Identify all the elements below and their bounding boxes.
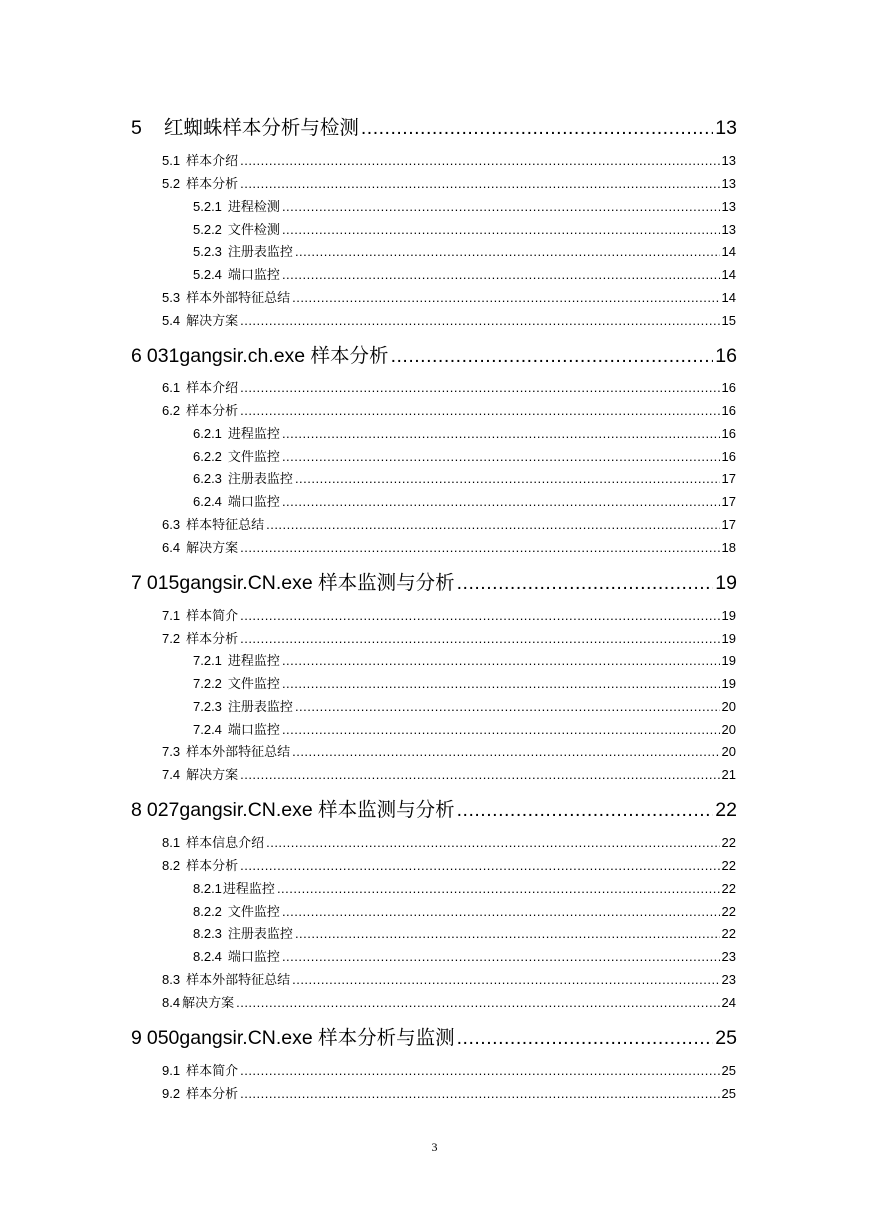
toc-section-entry[interactable]	[162, 833, 736, 853]
toc-page-number: 24	[721, 995, 736, 1010]
dot-leader	[282, 651, 720, 671]
toc-number: 8.2.1	[193, 881, 222, 896]
toc-page-number: 20	[721, 699, 736, 714]
toc-number: 7.2.1	[193, 653, 222, 668]
dot-leader	[282, 220, 720, 240]
toc-page-number: 19	[715, 572, 737, 594]
dot-leader	[240, 1084, 719, 1104]
toc-subsection-entry[interactable]	[193, 924, 736, 944]
toc-number: 5.1	[162, 153, 181, 168]
toc-title: 解决方案	[186, 767, 239, 782]
toc-page-number: 13	[721, 222, 736, 237]
dot-leader	[292, 288, 719, 308]
toc-page-number: 22	[721, 926, 736, 941]
toc-number: 6.2.2	[193, 449, 222, 464]
toc-page-number: 17	[721, 494, 736, 509]
dot-leader	[282, 492, 720, 512]
dot-leader	[282, 265, 720, 285]
toc-number: 8.2.4	[193, 949, 222, 964]
dot-leader	[240, 765, 719, 785]
toc-number: 5	[131, 117, 142, 139]
toc-title: 注册表监控	[227, 471, 293, 486]
toc-title: 样本简介	[186, 1063, 239, 1078]
toc-number: 6.4	[162, 540, 181, 555]
toc-title: 注册表监控	[227, 244, 293, 259]
toc-section-entry[interactable]	[162, 856, 736, 876]
toc-page-number: 17	[721, 471, 736, 486]
toc-number: 7.4	[162, 767, 181, 782]
toc-section-entry[interactable]	[162, 151, 736, 171]
toc-title: 红蜘蛛样本分析与检测	[163, 117, 359, 139]
toc-number: 6.2.3	[193, 471, 222, 486]
toc-number: 8.2	[162, 858, 181, 873]
toc-subsection-entry[interactable]	[193, 265, 736, 285]
toc-subsection-entry[interactable]	[193, 720, 736, 740]
toc-number: 7.1	[162, 608, 181, 623]
toc-number: 9	[131, 1027, 142, 1049]
toc-page-number: 22	[721, 881, 736, 896]
dot-leader	[240, 151, 719, 171]
toc-number: 6.3	[162, 517, 181, 532]
toc-page-number: 16	[721, 403, 736, 418]
toc-title: 进程监控	[227, 653, 280, 668]
toc-section-entry[interactable]	[162, 288, 736, 308]
dot-leader	[295, 697, 720, 717]
toc-title: 注册表监控	[227, 926, 293, 941]
toc-subsection-entry[interactable]	[193, 197, 736, 217]
toc-number: 7	[131, 572, 142, 594]
toc-title: 进程检测	[227, 199, 280, 214]
toc-section-entry[interactable]	[162, 311, 736, 331]
toc-title: 进程监控	[222, 881, 275, 896]
toc-title: 027gangsir.CN.exe 样本监测与分析	[146, 799, 455, 821]
dot-leader	[240, 606, 719, 626]
toc-page-number: 16	[721, 380, 736, 395]
toc-number: 6.2	[162, 403, 181, 418]
toc-number: 7.2.3	[193, 699, 222, 714]
toc-title: 文件监控	[227, 904, 280, 919]
toc-chapter-entry[interactable]	[131, 569, 737, 597]
dot-leader	[282, 902, 720, 922]
toc-page-number: 14	[721, 244, 736, 259]
dot-leader	[240, 174, 719, 194]
toc-title: 样本介绍	[186, 153, 239, 168]
toc-number: 6.1	[162, 380, 181, 395]
toc-title: 样本分析	[186, 858, 239, 873]
dot-leader	[361, 114, 713, 142]
toc-subsection-entry[interactable]	[193, 879, 736, 899]
toc-title: 进程监控	[227, 426, 280, 441]
toc-subsection-entry[interactable]	[193, 220, 736, 240]
toc-title: 文件检测	[227, 222, 280, 237]
toc-page-number: 13	[721, 153, 736, 168]
toc-page-number: 19	[721, 653, 736, 668]
toc-page-number: 14	[721, 290, 736, 305]
toc-number: 8.2.2	[193, 904, 222, 919]
toc-title: 样本分析	[186, 176, 239, 191]
toc-page-number: 25	[721, 1063, 736, 1078]
toc-subsection-entry[interactable]	[193, 242, 736, 262]
toc-page-number: 25	[715, 1027, 737, 1049]
toc-number: 7.2.2	[193, 676, 222, 691]
dot-leader	[282, 197, 720, 217]
toc-section-entry[interactable]	[162, 1084, 736, 1104]
toc-page-number: 13	[721, 199, 736, 214]
toc-page-number: 21	[721, 767, 736, 782]
toc-page-number: 16	[721, 449, 736, 464]
toc-chapter-entry[interactable]	[131, 342, 737, 370]
toc-number: 8.3	[162, 972, 181, 987]
toc-subsection-entry[interactable]	[193, 697, 736, 717]
toc-title: 端口监控	[227, 494, 280, 509]
dot-leader	[295, 924, 720, 944]
toc-number: 5.2.2	[193, 222, 222, 237]
dot-leader	[277, 879, 720, 899]
toc-title: 端口监控	[227, 949, 280, 964]
toc-title: 解决方案	[182, 995, 235, 1010]
dot-leader	[282, 447, 720, 467]
toc-section-entry[interactable]	[162, 993, 736, 1013]
toc-page-number: 14	[721, 267, 736, 282]
toc-page-number: 17	[721, 517, 736, 532]
dot-leader	[236, 993, 719, 1013]
toc-title: 样本分析	[186, 1086, 239, 1101]
dot-leader	[457, 796, 714, 824]
toc-page-number: 16	[721, 426, 736, 441]
toc-section-entry[interactable]	[162, 629, 736, 649]
toc-title: 解决方案	[186, 540, 239, 555]
dot-leader	[282, 947, 720, 967]
toc-number: 9.2	[162, 1086, 181, 1101]
dot-leader	[282, 424, 720, 444]
toc-title: 样本分析	[186, 631, 239, 646]
toc-chapter-entry[interactable]	[131, 796, 737, 824]
toc-page-number: 25	[721, 1086, 736, 1101]
toc-section-entry[interactable]	[162, 765, 736, 785]
dot-leader	[391, 342, 714, 370]
toc-title: 样本信息介绍	[186, 835, 265, 850]
toc-subsection-entry[interactable]	[193, 447, 736, 467]
toc-page-number: 15	[721, 313, 736, 328]
toc-title: 样本特征总结	[186, 517, 265, 532]
toc-section-entry[interactable]	[162, 538, 736, 558]
toc-page-number: 23	[721, 972, 736, 987]
toc-section-entry[interactable]	[162, 970, 736, 990]
toc-number: 5.2	[162, 176, 181, 191]
toc-number: 5.4	[162, 313, 181, 328]
toc-title: 解决方案	[186, 313, 239, 328]
toc-title: 端口监控	[227, 267, 280, 282]
toc-page-number: 19	[721, 631, 736, 646]
toc-number: 8	[131, 799, 142, 821]
toc-number: 5.2.4	[193, 267, 222, 282]
toc-subsection-entry[interactable]	[193, 674, 736, 694]
toc-subsection-entry[interactable]	[193, 492, 736, 512]
toc-page-number: 23	[721, 949, 736, 964]
dot-leader	[295, 469, 720, 489]
toc-title: 样本外部特征总结	[186, 744, 291, 759]
dot-leader	[295, 242, 720, 262]
toc-title: 样本外部特征总结	[186, 290, 291, 305]
toc-number: 8.2.3	[193, 926, 222, 941]
toc-section-entry[interactable]	[162, 1061, 736, 1081]
toc-page-number: 22	[721, 835, 736, 850]
toc-page-number: 19	[721, 676, 736, 691]
toc-page-number: 20	[721, 722, 736, 737]
toc-chapter-entry[interactable]	[131, 114, 737, 142]
toc-title: 031gangsir.ch.exe 样本分析	[146, 345, 389, 367]
dot-leader	[240, 629, 719, 649]
dot-leader	[240, 311, 719, 331]
toc-title: 样本简介	[186, 608, 239, 623]
dot-leader	[292, 970, 719, 990]
toc-number: 8.1	[162, 835, 181, 850]
toc-section-entry[interactable]	[162, 378, 736, 398]
dot-leader	[240, 538, 719, 558]
toc-title: 文件监控	[227, 449, 280, 464]
toc-page-number: 16	[715, 345, 737, 367]
toc-number: 5.3	[162, 290, 181, 305]
toc-number: 6.2.4	[193, 494, 222, 509]
toc-number: 7.3	[162, 744, 181, 759]
toc-number: 6	[131, 345, 142, 367]
dot-leader	[240, 856, 719, 876]
toc-title: 样本介绍	[186, 380, 239, 395]
toc-page-number: 13	[715, 117, 737, 139]
toc-title: 文件监控	[227, 676, 280, 691]
dot-leader	[266, 515, 719, 535]
page-number: 3	[431, 1140, 438, 1154]
toc-page-number: 18	[721, 540, 736, 555]
toc-subsection-entry[interactable]	[193, 651, 736, 671]
toc-section-entry[interactable]	[162, 174, 736, 194]
toc-page-number: 13	[721, 176, 736, 191]
toc-title: 样本分析	[186, 403, 239, 418]
dot-leader	[457, 1024, 714, 1052]
toc-title: 注册表监控	[227, 699, 293, 714]
toc-number: 5.2.1	[193, 199, 222, 214]
toc-title: 端口监控	[227, 722, 280, 737]
toc-page-number: 22	[721, 858, 736, 873]
toc-section-entry[interactable]	[162, 606, 736, 626]
dot-leader	[457, 569, 714, 597]
toc-section-entry[interactable]	[162, 515, 736, 535]
toc-section-entry[interactable]	[162, 742, 736, 762]
dot-leader	[282, 674, 720, 694]
toc-subsection-entry[interactable]	[193, 902, 736, 922]
dot-leader	[240, 401, 719, 421]
toc-number: 6.2.1	[193, 426, 222, 441]
toc-subsection-entry[interactable]	[193, 469, 736, 489]
toc-chapter-entry[interactable]	[131, 1024, 737, 1052]
toc-number: 5.2.3	[193, 244, 222, 259]
toc-section-entry[interactable]	[162, 401, 736, 421]
dot-leader	[292, 742, 719, 762]
toc-number: 8.4	[162, 995, 181, 1010]
toc-title: 样本外部特征总结	[186, 972, 291, 987]
toc-number: 7.2.4	[193, 722, 222, 737]
dot-leader	[240, 378, 719, 398]
toc-page-number: 19	[721, 608, 736, 623]
dot-leader	[282, 720, 720, 740]
toc-page-number: 20	[721, 744, 736, 759]
toc-page-number: 22	[715, 799, 737, 821]
toc-title: 050gangsir.CN.exe 样本分析与监测	[146, 1027, 455, 1049]
toc-subsection-entry[interactable]	[193, 424, 736, 444]
toc-page-number: 22	[721, 904, 736, 919]
toc-subsection-entry[interactable]	[193, 947, 736, 967]
dot-leader	[240, 1061, 719, 1081]
toc-title: 015gangsir.CN.exe 样本监测与分析	[146, 572, 455, 594]
toc-number: 9.1	[162, 1063, 181, 1078]
dot-leader	[266, 833, 719, 853]
toc-number: 7.2	[162, 631, 181, 646]
